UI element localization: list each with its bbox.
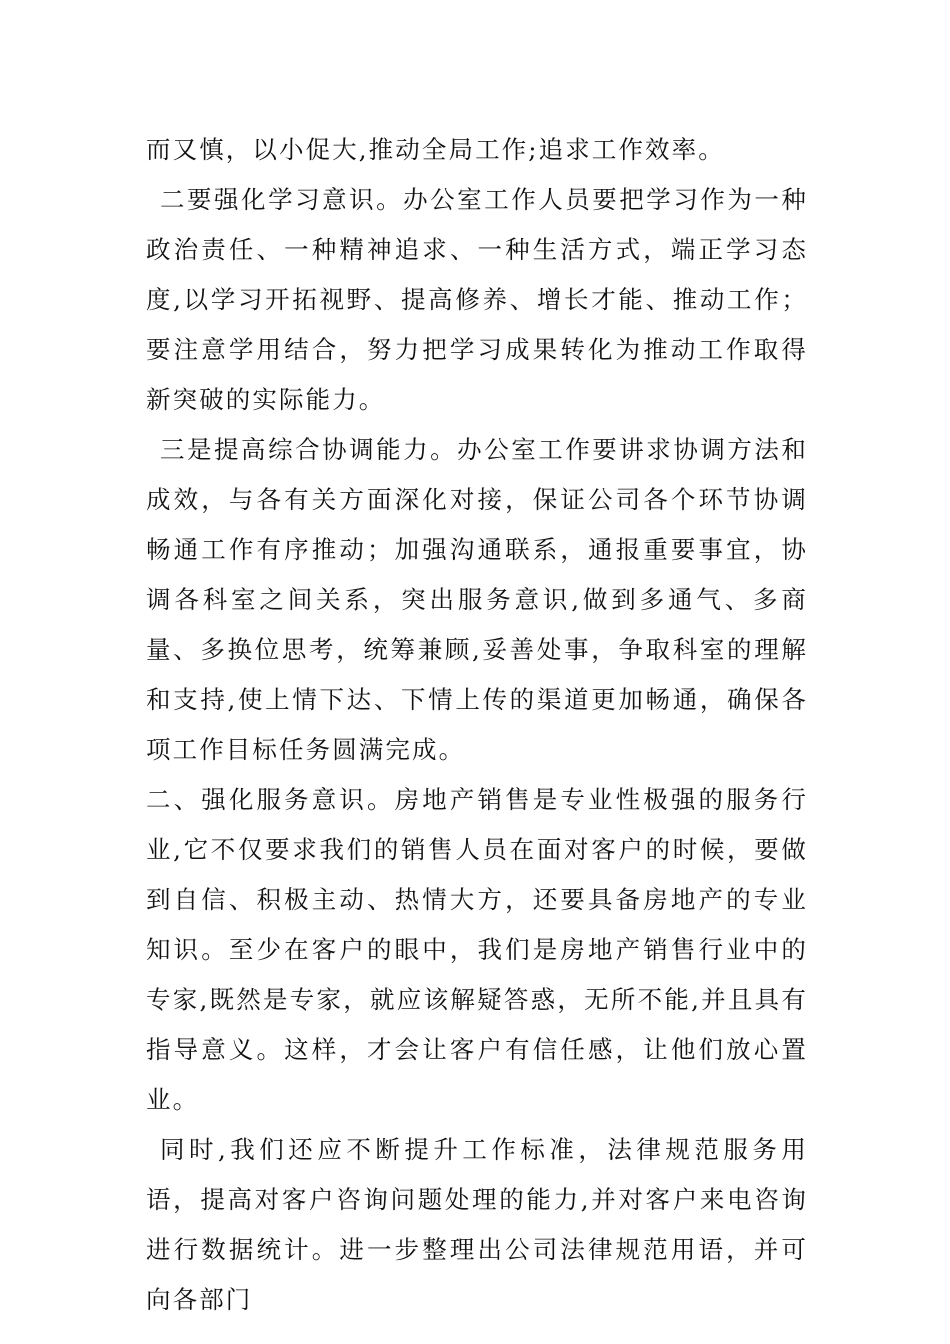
paragraph-work-standards: 同时,我们还应不断提升工作标准，法律规范服务用语，提高对客户咨询问题处理的能力,并对客户来电咨询进行数据统计。进一步整理出公司法律规范用语，并可向各部门 [146,1135,808,1314]
paragraph-learning-awareness: 二要强化学习意识。办公室工作人员要把学习作为一种政治责任、一种精神追求、一种生活方式，端正学习态度,以学习开拓视野、提高修养、增长才能、推动工作；要注意学用结合，努力把学习成果转化为推动工作取得新突破的实际能力。 [146,185,808,414]
paragraph-continuation: 而又慎，以小促大,推动全局工作;追求工作效率。 [146,135,725,164]
document-page [146,125,808,1325]
paragraph-service-awareness: 二、强化服务意识。房地产销售是专业性极强的服务行业,它不仅要求我们的销售人员在面对客户的时候，要做到自信、积极主动、热情大方，还要具备房地产的专业知识。至少在客户的眼中，我们是房地产销售行业中的专家,既然是专家，就应该解疑答惑，无所不能,并且具有指导意义。这样，才会让客户有信任感，让他们放心置业。 [146,785,808,1114]
paragraph-coordination-ability: 三是提高综合协调能力。办公室工作要讲求协调方法和成效，与各有关方面深化对接，保证公司各个环节协调畅通工作有序推动；加强沟通联系，通报重要事宜，协调各科室之间关系，突出服务意识,做到多通气、多商量、多换位思考，统筹兼顾,妥善处事，争取科室的理解和支持,使上情下达、下情上传的渠道更加畅通，确保各项工作目标任务圆满完成。 [146,435,808,764]
